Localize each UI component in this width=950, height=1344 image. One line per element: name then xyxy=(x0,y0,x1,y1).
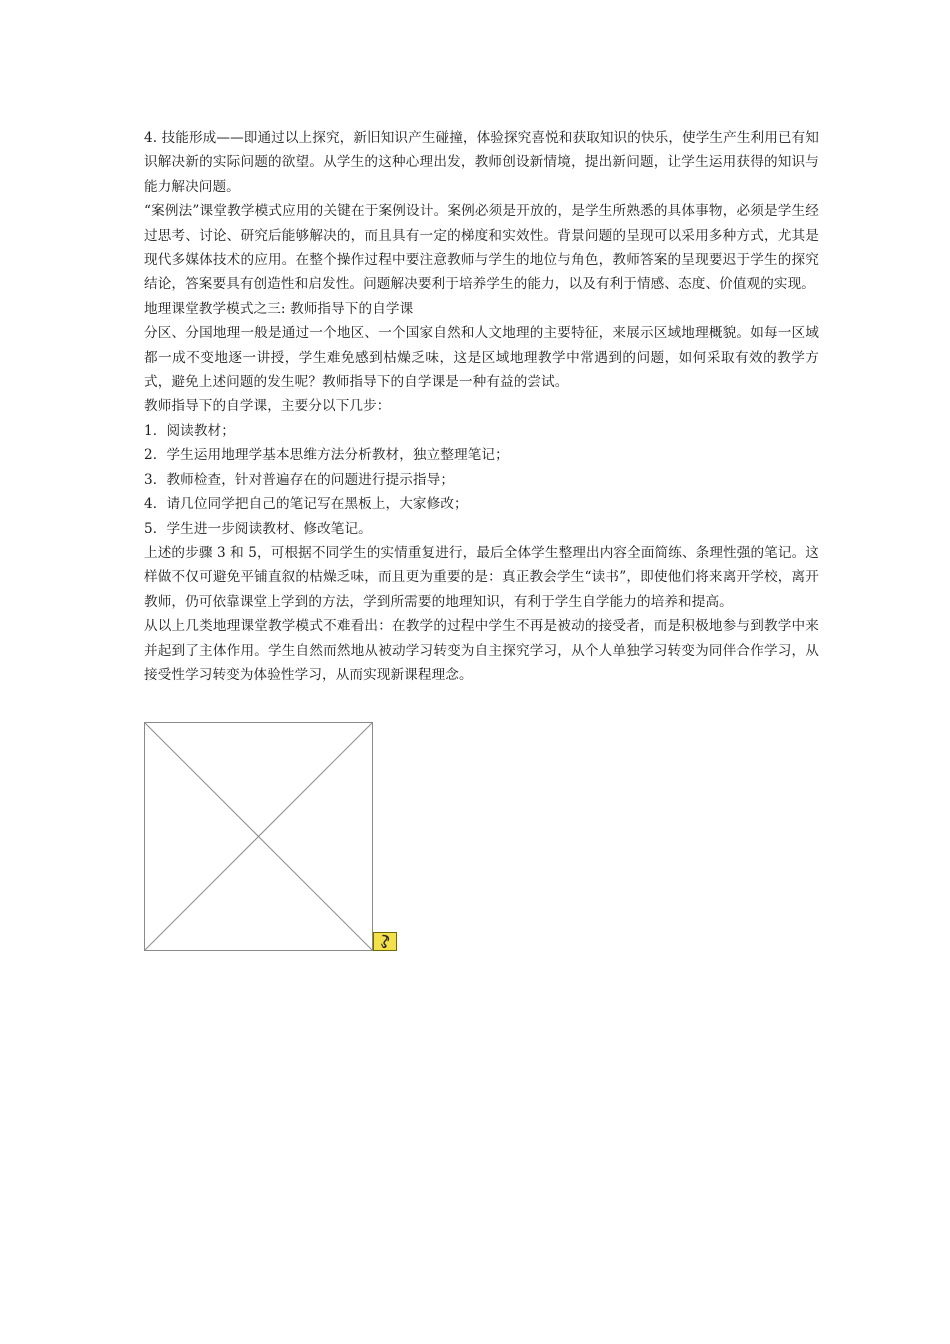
section-heading-self-study: 地理课堂教学模式之三: 教师指导下的自学课 xyxy=(144,300,414,317)
paragraph-regional-geography: 分区、分国地理一般是通过一个地区、一个国家自然和人文地理的主要特征，来展示区域地理概貌。如每一区域都一成不变地逐一讲授，学生难免感到枯燥乏味，这是区域地理教学中常遇到的问题，如何采取有效的教学方式，避免上述问题的发生呢？教师指导下的自学课是一种有益的尝试。 xyxy=(144,325,819,391)
placeholder-cross xyxy=(145,723,372,950)
paragraph-steps-summary: 上述的步骤 3 和 5，可根据不同学生的实情重复进行，最后全体学生整理出内容全面简练、条理性强的笔记。这样做不仅可避免平铺直叙的枯燥乏味，而且更为重要的是：真正教会学生“读书”，即使他们将来离开学校，离开教师，仍可依靠课堂上学到的方法，学到所需要的地理知识，有利于学生自学能力的培养和提高。 xyxy=(144,544,819,610)
broken-image-icon[interactable] xyxy=(373,932,397,951)
list-item-step-4: 4．请几位同学把自己的笔记写在黑板上，大家修改； xyxy=(144,496,468,513)
image-placeholder xyxy=(144,722,373,951)
broken-image-glyph xyxy=(374,933,396,950)
list-item-step-5: 5．学生进一步阅读教材、修改笔记。 xyxy=(144,520,372,537)
document-body xyxy=(144,126,819,687)
list-item-step-3: 3．教师检查，针对普遍存在的问题进行提示指导； xyxy=(144,471,455,488)
paragraph-steps-intro: 教师指导下的自学课，主要分以下几步： xyxy=(144,398,391,415)
list-item-step-1: 1．阅读教材； xyxy=(144,422,235,439)
list-item-step-2: 2．学生运用地理学基本思维方法分析教材，独立整理笔记； xyxy=(144,447,509,464)
paragraph-conclusion: 从以上几类地理课堂教学模式不难看出：在教学的过程中学生不再是被动的接受者，而是积极地参与到教学中来并起到了主体作用。学生自然而然地从被动学习转变为自主探究学习，从个人单独学习转变为同伴合作学习，从接受性学习转变为体验性学习，从而实现新课程理念。 xyxy=(144,618,819,683)
paragraph-skill-formation: 4. 技能形成——即通过以上探究，新旧知识产生碰撞，体验探究喜悦和获取知识的快乐，使学生产生利用已有知识解决新的实际问题的欲望。从学生的这种心理出发，教师创设新情境，提出新问题，让学生运用获得的知识与能力解决问题。 xyxy=(144,130,819,195)
paragraph-case-method: “案例法”课堂教学模式应用的关键在于案例设计。案例必须是开放的，是学生所熟悉的具体事物，必须是学生经过思考、讨论、研究后能够解决的，而且具有一定的梯度和实效性。背景问题的呈现可以采用多种方式，尤其是现代多媒体技术的应用。在整个操作过程中要注意教师与学生的地位与角色，教师答案的呈现要迟于学生的探究结论，答案要具有创造性和启发性。问题解决要利于培养学生的能力，以及有利于情感、态度、价值观的实现。 xyxy=(144,203,819,293)
